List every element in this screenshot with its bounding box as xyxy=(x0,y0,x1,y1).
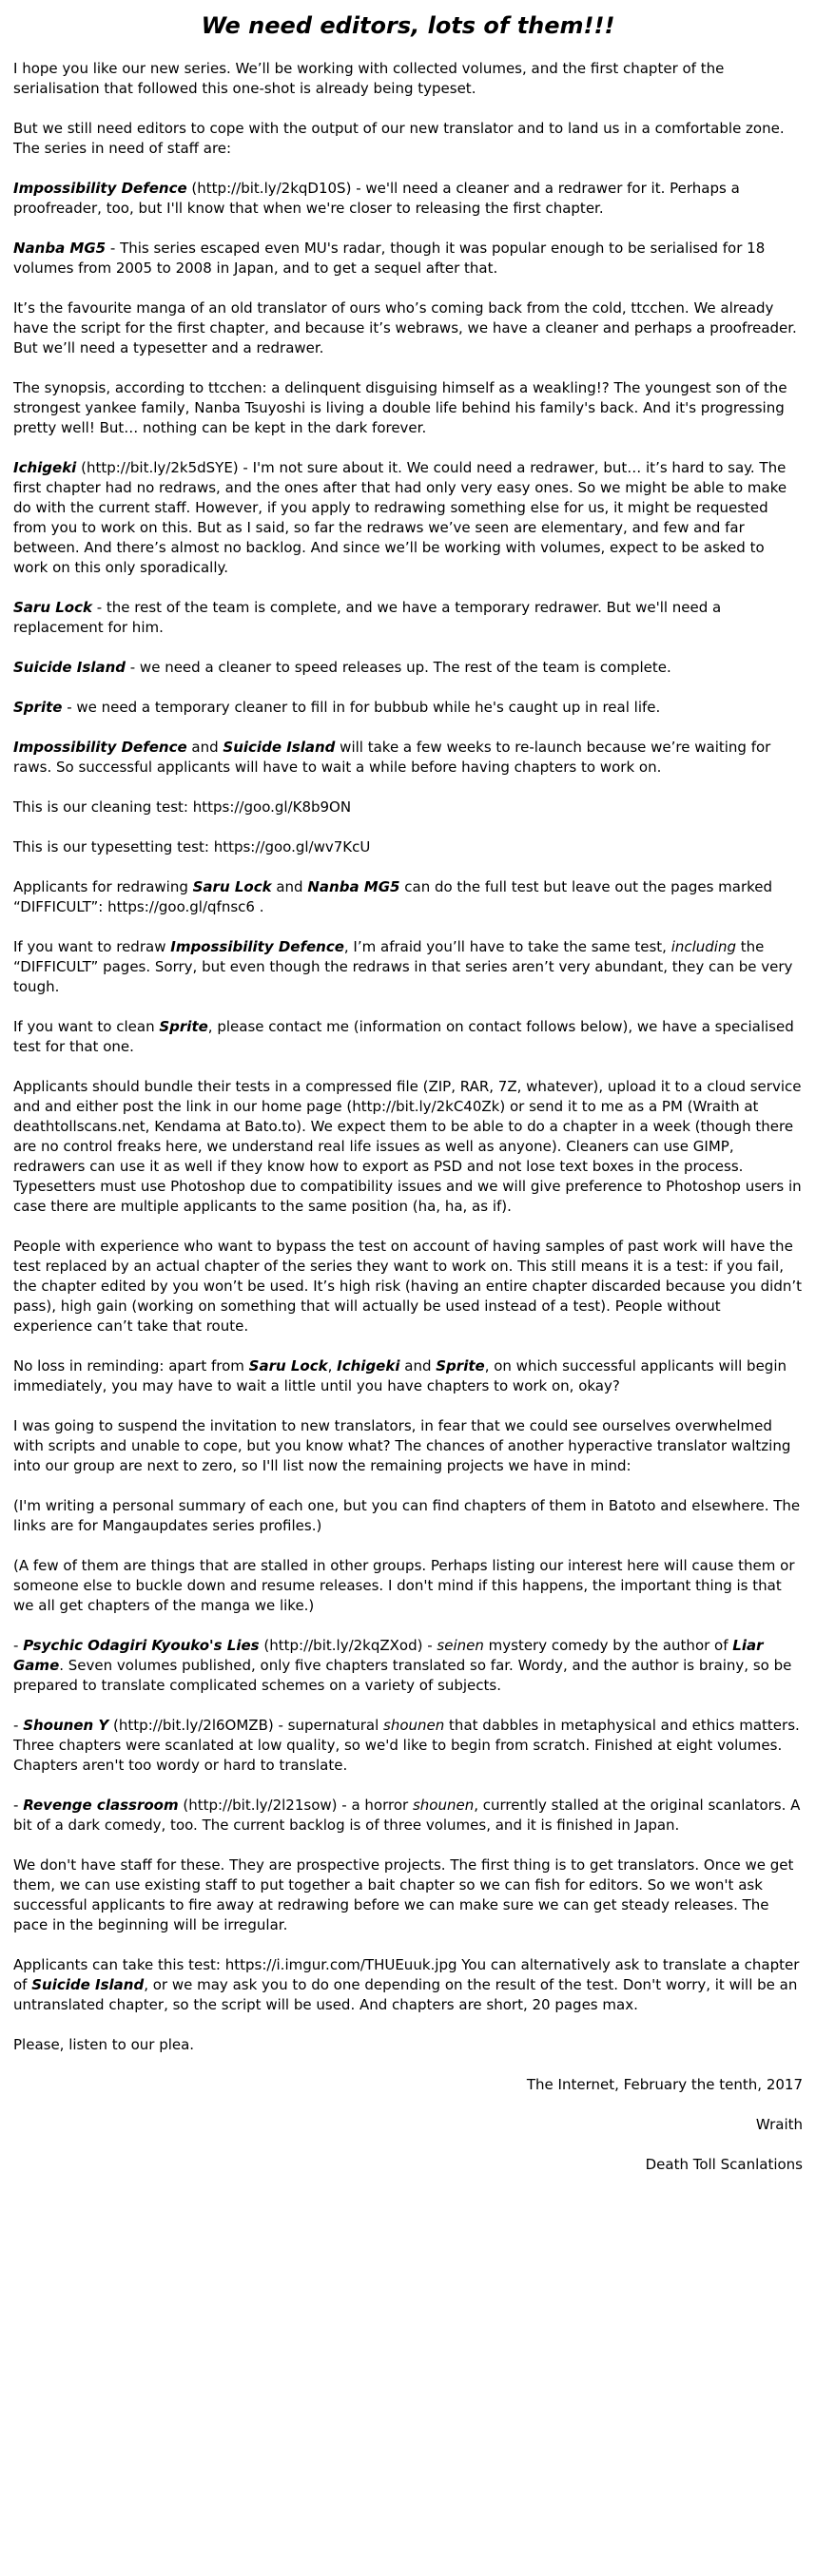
series-title: Sprite xyxy=(159,1018,208,1035)
saru-lock-paragraph: Saru Lock - the rest of the team is complete, and we have a temporary redrawer. But we'll need a replacement for him. xyxy=(13,599,722,636)
suicide-island-paragraph: Suicide Island - we need a cleaner to speed releases up. The rest of the team is complete. xyxy=(13,659,671,676)
no-staff-paragraph: We don't have staff for these. They are prospective projects. The first thing is to get translators. Once we get them, we can use existing staff to put together a bait chapter so we can fish for editors. So we won't ask successful applicants to fire away at redrawing before we can make sure we can get steady releases. The pace in the beginning will be irregular. xyxy=(13,1856,794,1933)
genre: shounen xyxy=(383,1717,445,1734)
redraw-test-paragraph: Applicants for redrawing Saru Lock and Nanba MG5 can do the full test but leave out the pages marked “DIFFICULT”: https://goo.gl/qfnsc6 . xyxy=(13,878,773,915)
stalled-note-paragraph: (A few of them are things that are stalled in other groups. Perhaps listing our interest here will cause them or someone else to buckle down and resume releases. I don't mind if this happens, the important thing is that we all get chapters of the manga we like.) xyxy=(13,1557,795,1614)
series-title: Sprite xyxy=(436,1357,485,1375)
series-title: Impossibility Defence xyxy=(13,180,187,197)
group-signature: Death Toll Scanlations xyxy=(645,2156,803,2173)
nanba-mg5-paragraph: Nanba MG5 - This series escaped even MU's radar, though it was popular enough to be serialised for 18 volumes from 2005 to 2008 in Japan, and to get a sequel after that. xyxy=(13,240,766,277)
series-title: Nanba MG5 xyxy=(307,878,400,895)
bundle-instructions-paragraph: Applicants should bundle their tests in a compressed file (ZIP, RAR, 7Z, whatever), upload it to a cloud service and and either post the link in our home page (http://bit.ly/2kC40Zk) or send it to me as a PM (Wraith at deathtollscans.net, Kendama at Bato.to). We expect them to be able to do a chapter in a week (though there are no control freaks here, we understand real life issues as well as anyone). Cleaners can use GIMP, redrawers can use it as well if they know how to export as PSD and not lose text boxes in the process. Typesetters must use Photoshop due to compatibility issues and we will give preference to Photoshop users in case there are multiple applicants to the same position (ha, ha, as if). xyxy=(13,1078,802,1215)
series-title: Liar Game xyxy=(13,1637,764,1674)
series-title: Revenge classroom xyxy=(23,1797,179,1814)
genre: shounen xyxy=(412,1797,475,1814)
series-title: Saru Lock xyxy=(192,878,272,895)
typesetting-test-link: This is our typesetting test: https://goo.gl/wv7KcU xyxy=(13,838,371,855)
series-title: Impossibility Defence xyxy=(13,739,187,756)
translators-paragraph: I was going to suspend the invitation to new translators, in fear that we could see ourselves overwhelmed with scripts and unable to cope, but you know what? The chances of another hyperactive translator waltzing into our group are next to zero, so I'll list now the remaining projects we have in mind: xyxy=(13,1417,791,1474)
summary-note-paragraph: (I'm writing a personal summary of each one, but you can find chapters of them in Batoto and elsewhere. The links are for Mangaupdates series profiles.) xyxy=(13,1497,801,1534)
series-title: Saru Lock xyxy=(13,599,92,616)
relaunch-paragraph: Impossibility Defence and Suicide Island will take a few weeks to re-launch because we’re waiting for raws. So successful applicants will have to wait a while before having chapters to work on. xyxy=(13,739,771,776)
author-signature: Wraith xyxy=(755,2116,803,2133)
nanba-staff-paragraph: It’s the favourite manga of an old translator of ours who’s coming back from the cold, ttcchen. We already have the script for the first chapter, and because it’s webraws, we have a cleaner and perhaps a proofreader. But we’ll need a typesetter and a redrawer. xyxy=(13,299,797,356)
cleaning-test-link: This is our cleaning test: https://goo.gl/K8b9ON xyxy=(13,798,352,816)
revenge-classroom-paragraph: - Revenge classroom (http://bit.ly/2l21sow) - a horror shounen, currently stalled at the original scanlators. A bit of a dark comedy, too. The current backlog is of three volumes, and it is finished in Japan. xyxy=(13,1797,801,1834)
page-title: We need editors, lots of them!!! xyxy=(201,12,615,39)
translation-test-paragraph: Applicants can take this test: https://i.imgur.com/THUEuuk.jpg You can alternatively ask to translate a chapter of Suicide Island, or we may ask you to do one depending on the result of the test. Don't worry, it will be an untranslated chapter, so the script will be used. And chapters are short, 20 pages max. xyxy=(13,1956,800,2013)
series-title: Suicide Island xyxy=(223,739,336,756)
intro-paragraph: I hope you like our new series. We’ll be working with collected volumes, and the first chapter of the serialisation that followed this one-shot is already being typeset. xyxy=(13,60,725,97)
series-title: Ichigeki xyxy=(13,459,77,476)
synopsis-paragraph: The synopsis, according to ttcchen: a delinquent disguising himself as a weakling!? The youngest son of the strongest yankee family, Nanba Tsuyoshi is living a double life behind his family's back. And it's progressing pretty well! But… nothing can be kept in the dark forever. xyxy=(13,379,787,436)
series-title: Sprite xyxy=(13,699,63,716)
series-title: Suicide Island xyxy=(13,659,126,676)
impossibility-defence-paragraph: Impossibility Defence (http://bit.ly/2kqD10S) - we'll need a cleaner and a redrawer for it. Perhaps a proofreader, too, but I'll know that when we're closer to releasing the first chapter. xyxy=(13,180,740,217)
clean-sprite-paragraph: If you want to clean Sprite, please contact me (information on contact follows below), we have a specialised test for that one. xyxy=(13,1018,794,1055)
series-title: Shounen Y xyxy=(23,1717,109,1734)
plea-paragraph: Please, listen to our plea. xyxy=(13,2036,195,2053)
genre: seinen xyxy=(437,1637,484,1654)
series-title: Suicide Island xyxy=(31,1976,145,1993)
experience-paragraph: People with experience who want to bypass the test on account of having samples of past work will have the test replaced by an actual chapter of the series they want to work on. This still means it is a test: if you fail, the chapter edited by you won’t be used. It’s high risk (having an entire chapter discarded because you didn’t pass), high gain (working on something that will actually be used instead of a test). People without experience can’t take that route. xyxy=(13,1238,803,1335)
series-title: Impossibility Defence xyxy=(170,938,344,955)
date-line: The Internet, February the tenth, 2017 xyxy=(526,2076,803,2093)
ichigeki-paragraph: Ichigeki (http://bit.ly/2k5dSYE) - I'm not sure about it. We could need a redrawer, but… it’s hard to say. The first chapter had no redraws, and the ones after that had only very easy ones. So we might be able to make do with the current staff. However, if you apply to redrawing something else for us, it might be requested from you to work on this. But as I said, so far the redraws we’ve seen are elementary, and few and far between. And there’s almost no backlog. And since we’ll be working with volumes, expect to be asked to work on this only sporadically. xyxy=(13,459,787,576)
shounen-y-paragraph: - Shounen Y (http://bit.ly/2l6OMZB) - supernatural shounen that dabbles in metaphysical and ethics matters. Three chapters were scanlated at low quality, so we'd like to begin from scratch. Finished at eight volumes. Chapters aren't too wordy or hard to translate. xyxy=(13,1717,800,1774)
reminder-paragraph: No loss in reminding: apart from Saru Lock, Ichigeki and Sprite, on which successful applicants will begin immediately, you may have to wait a little until you have chapters to work on, okay? xyxy=(13,1357,787,1394)
series-title: Ichigeki xyxy=(337,1357,400,1375)
psychic-odagiri-paragraph: - Psychic Odagiri Kyouko's Lies (http://bit.ly/2kqZXod) - seinen mystery comedy by the author of Liar Game. Seven volumes published, only five chapters translated so far. Wordy, and the author is brainy, so be prepared to translate complicated schemes on a variety of subjects. xyxy=(13,1637,792,1694)
staff-needed-paragraph: But we still need editors to cope with the output of our new translator and to land us in a comfortable zone. The series in need of staff are: xyxy=(13,120,785,157)
series-title: Nanba MG5 xyxy=(13,240,107,257)
series-title: Psychic Odagiri Kyouko's Lies xyxy=(23,1637,260,1654)
series-title: Saru Lock xyxy=(248,1357,328,1375)
emphasis: including xyxy=(670,938,737,955)
sprite-paragraph: Sprite - we need a temporary cleaner to fill in for bubbub while he's caught up in real life. xyxy=(13,699,661,716)
redraw-impossibility-paragraph: If you want to redraw Impossibility Defence, I’m afraid you’ll have to take the same test, including the “DIFFICULT” pages. Sorry, but even though the redraws in that series aren’t very abundant, they can be very tough. xyxy=(13,938,793,995)
